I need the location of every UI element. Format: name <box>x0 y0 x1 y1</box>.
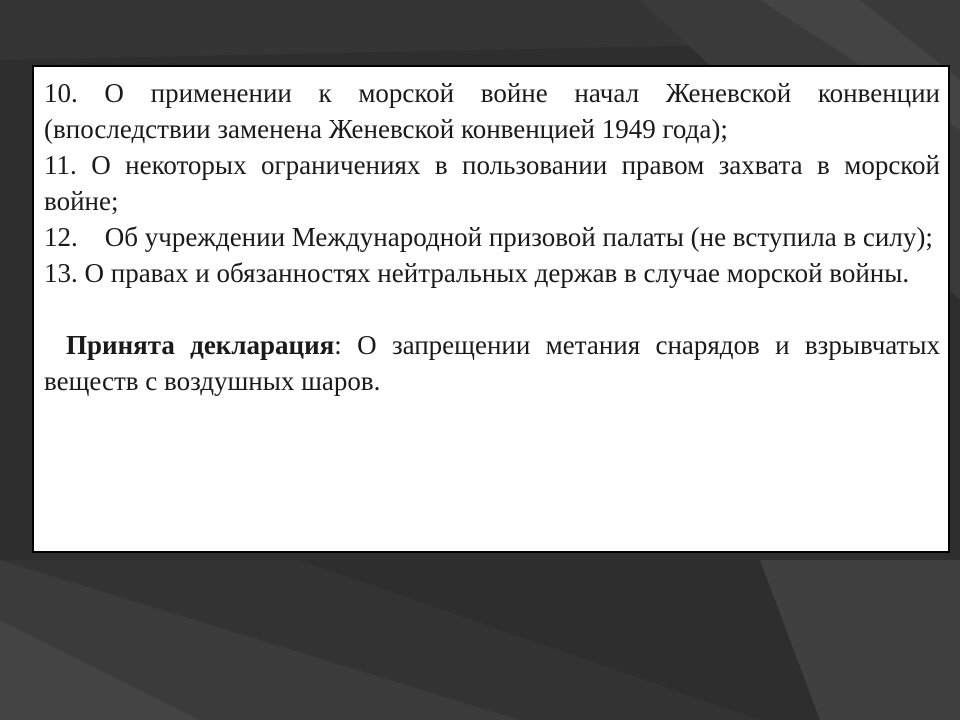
list-item-10: 10. О применении к морской войне начал Женевской конвенции (впоследствии заменена Женевской конвенцией 1949 года); <box>44 78 940 144</box>
declaration-end: . <box>373 366 381 396</box>
declaration-paragraph <box>44 327 940 399</box>
declaration-label: Принята декларация <box>66 330 335 360</box>
content-box <box>32 65 950 553</box>
list-item-11: 11. О некоторых ограничениях в пользовании правом захвата в морской войне; <box>44 150 940 216</box>
declaration-text: : О запрещении метания снарядов и взрывчатых веществ с воздушных шаров <box>44 330 941 396</box>
list-item-12: 12. Об учреждении Международной призовой палаты (не вступила в силу); <box>44 222 933 252</box>
list-item-13: 13. О правах и обязанностях нейтральных держав в случае морской войны. <box>44 258 910 288</box>
